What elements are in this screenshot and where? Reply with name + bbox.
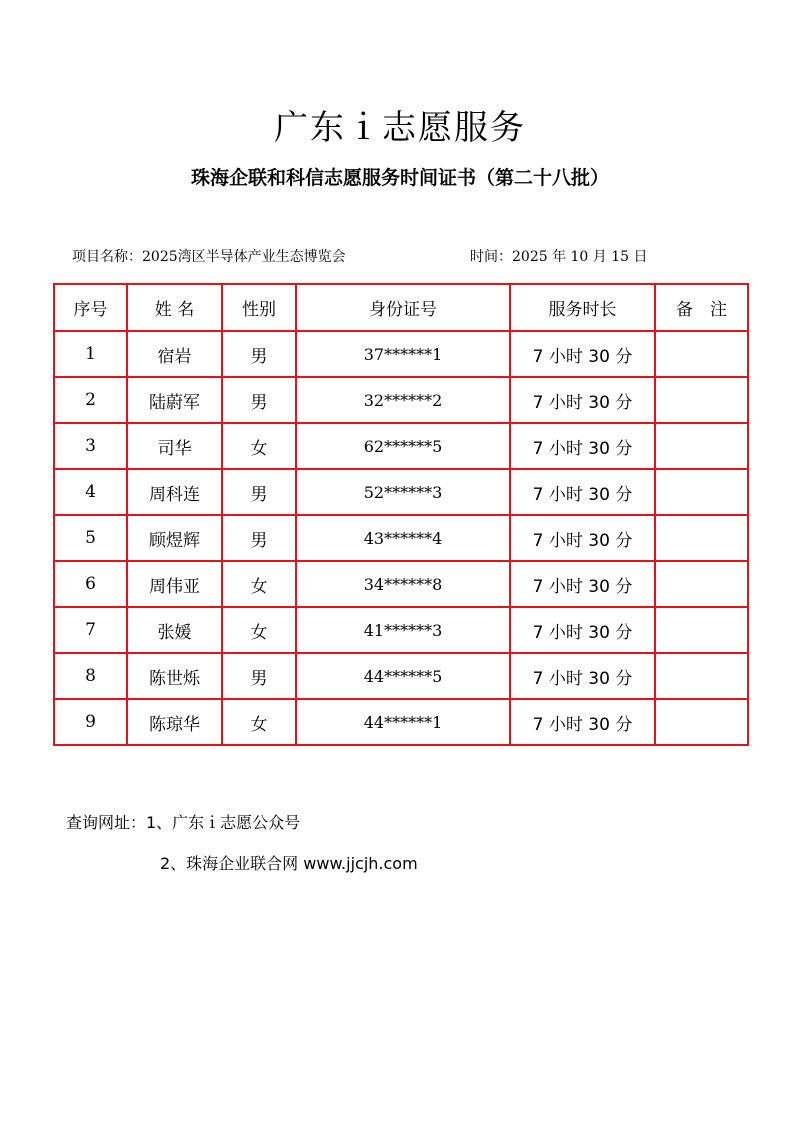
row-number: 7 (54, 607, 127, 653)
row-number: 3 (54, 423, 127, 469)
remark-cell (655, 377, 748, 423)
column-header-id: 身份证号 (296, 284, 510, 331)
service-duration: 7 小时 30 分 (510, 423, 655, 469)
event-date: 时间：2025 年 10 月 15 日 (470, 249, 648, 265)
volunteer-table (53, 283, 749, 746)
column-header-name: 姓 名 (127, 284, 222, 331)
volunteer-name: 周伟亚 (127, 561, 222, 607)
volunteer-id-number: 41******3 (296, 607, 510, 653)
volunteer-name: 陈琼华 (127, 699, 222, 745)
volunteer-gender: 男 (222, 331, 296, 377)
table-row (54, 331, 748, 377)
table-row (54, 699, 748, 745)
remark-cell (655, 331, 748, 377)
volunteer-id-number: 44******5 (296, 653, 510, 699)
service-duration: 7 小时 30 分 (510, 699, 655, 745)
service-duration: 7 小时 30 分 (510, 607, 655, 653)
table-row (54, 515, 748, 561)
volunteer-id-number: 52******3 (296, 469, 510, 515)
volunteer-id-number: 43******4 (296, 515, 510, 561)
row-number: 5 (54, 515, 127, 561)
service-duration: 7 小时 30 分 (510, 377, 655, 423)
table-header-row (54, 284, 748, 331)
column-header-duration: 服务时长 (510, 284, 655, 331)
row-number: 8 (54, 653, 127, 699)
volunteer-gender: 男 (222, 515, 296, 561)
service-duration: 7 小时 30 分 (510, 515, 655, 561)
row-number: 2 (54, 377, 127, 423)
volunteer-gender: 女 (222, 561, 296, 607)
project-name: 项目名称：2025湾区半导体产业生态博览会 (72, 249, 346, 265)
volunteer-gender: 女 (222, 699, 296, 745)
table-row (54, 377, 748, 423)
volunteer-name: 周科连 (127, 469, 222, 515)
service-duration: 7 小时 30 分 (510, 653, 655, 699)
query-info-line-1: 查询网址：1、广东ｉ志愿公众号 (66, 813, 301, 832)
volunteer-name: 陆蔚军 (127, 377, 222, 423)
remark-cell (655, 653, 748, 699)
certificate-subtitle: 珠海企联和科信志愿服务时间证书（第二十八批） (190, 167, 609, 189)
table-row (54, 607, 748, 653)
remark-cell (655, 423, 748, 469)
volunteer-gender: 女 (222, 423, 296, 469)
volunteer-name: 司华 (127, 423, 222, 469)
row-number: 4 (54, 469, 127, 515)
column-header-number: 序号 (54, 284, 127, 331)
volunteer-id-number: 32******2 (296, 377, 510, 423)
volunteer-id-number: 62******5 (296, 423, 510, 469)
remark-cell (655, 515, 748, 561)
volunteer-name: 宿岩 (127, 331, 222, 377)
service-duration: 7 小时 30 分 (510, 561, 655, 607)
volunteer-id-number: 37******1 (296, 331, 510, 377)
volunteer-gender: 男 (222, 653, 296, 699)
table-row (54, 653, 748, 699)
table-row (54, 423, 748, 469)
volunteer-gender: 男 (222, 377, 296, 423)
remark-cell (655, 561, 748, 607)
row-number: 1 (54, 331, 127, 377)
query-info-line-2: 2、珠海企业联合网 www.jjcjh.com (160, 854, 418, 873)
volunteer-name: 张媛 (127, 607, 222, 653)
table-row (54, 469, 748, 515)
column-header-remark: 备 注 (655, 284, 748, 331)
row-number: 9 (54, 699, 127, 745)
row-number: 6 (54, 561, 127, 607)
volunteer-gender: 女 (222, 607, 296, 653)
volunteer-id-number: 34******8 (296, 561, 510, 607)
column-header-gender: 性别 (222, 284, 296, 331)
volunteer-gender: 男 (222, 469, 296, 515)
table-row (54, 561, 748, 607)
certificate-title: 广东ｉ志愿服务 (274, 108, 526, 148)
remark-cell (655, 469, 748, 515)
volunteer-name: 陈世烁 (127, 653, 222, 699)
remark-cell (655, 607, 748, 653)
volunteer-id-number: 44******1 (296, 699, 510, 745)
service-duration: 7 小时 30 分 (510, 331, 655, 377)
table-body (54, 331, 748, 745)
service-duration: 7 小时 30 分 (510, 469, 655, 515)
remark-cell (655, 699, 748, 745)
volunteer-name: 顾煜辉 (127, 515, 222, 561)
